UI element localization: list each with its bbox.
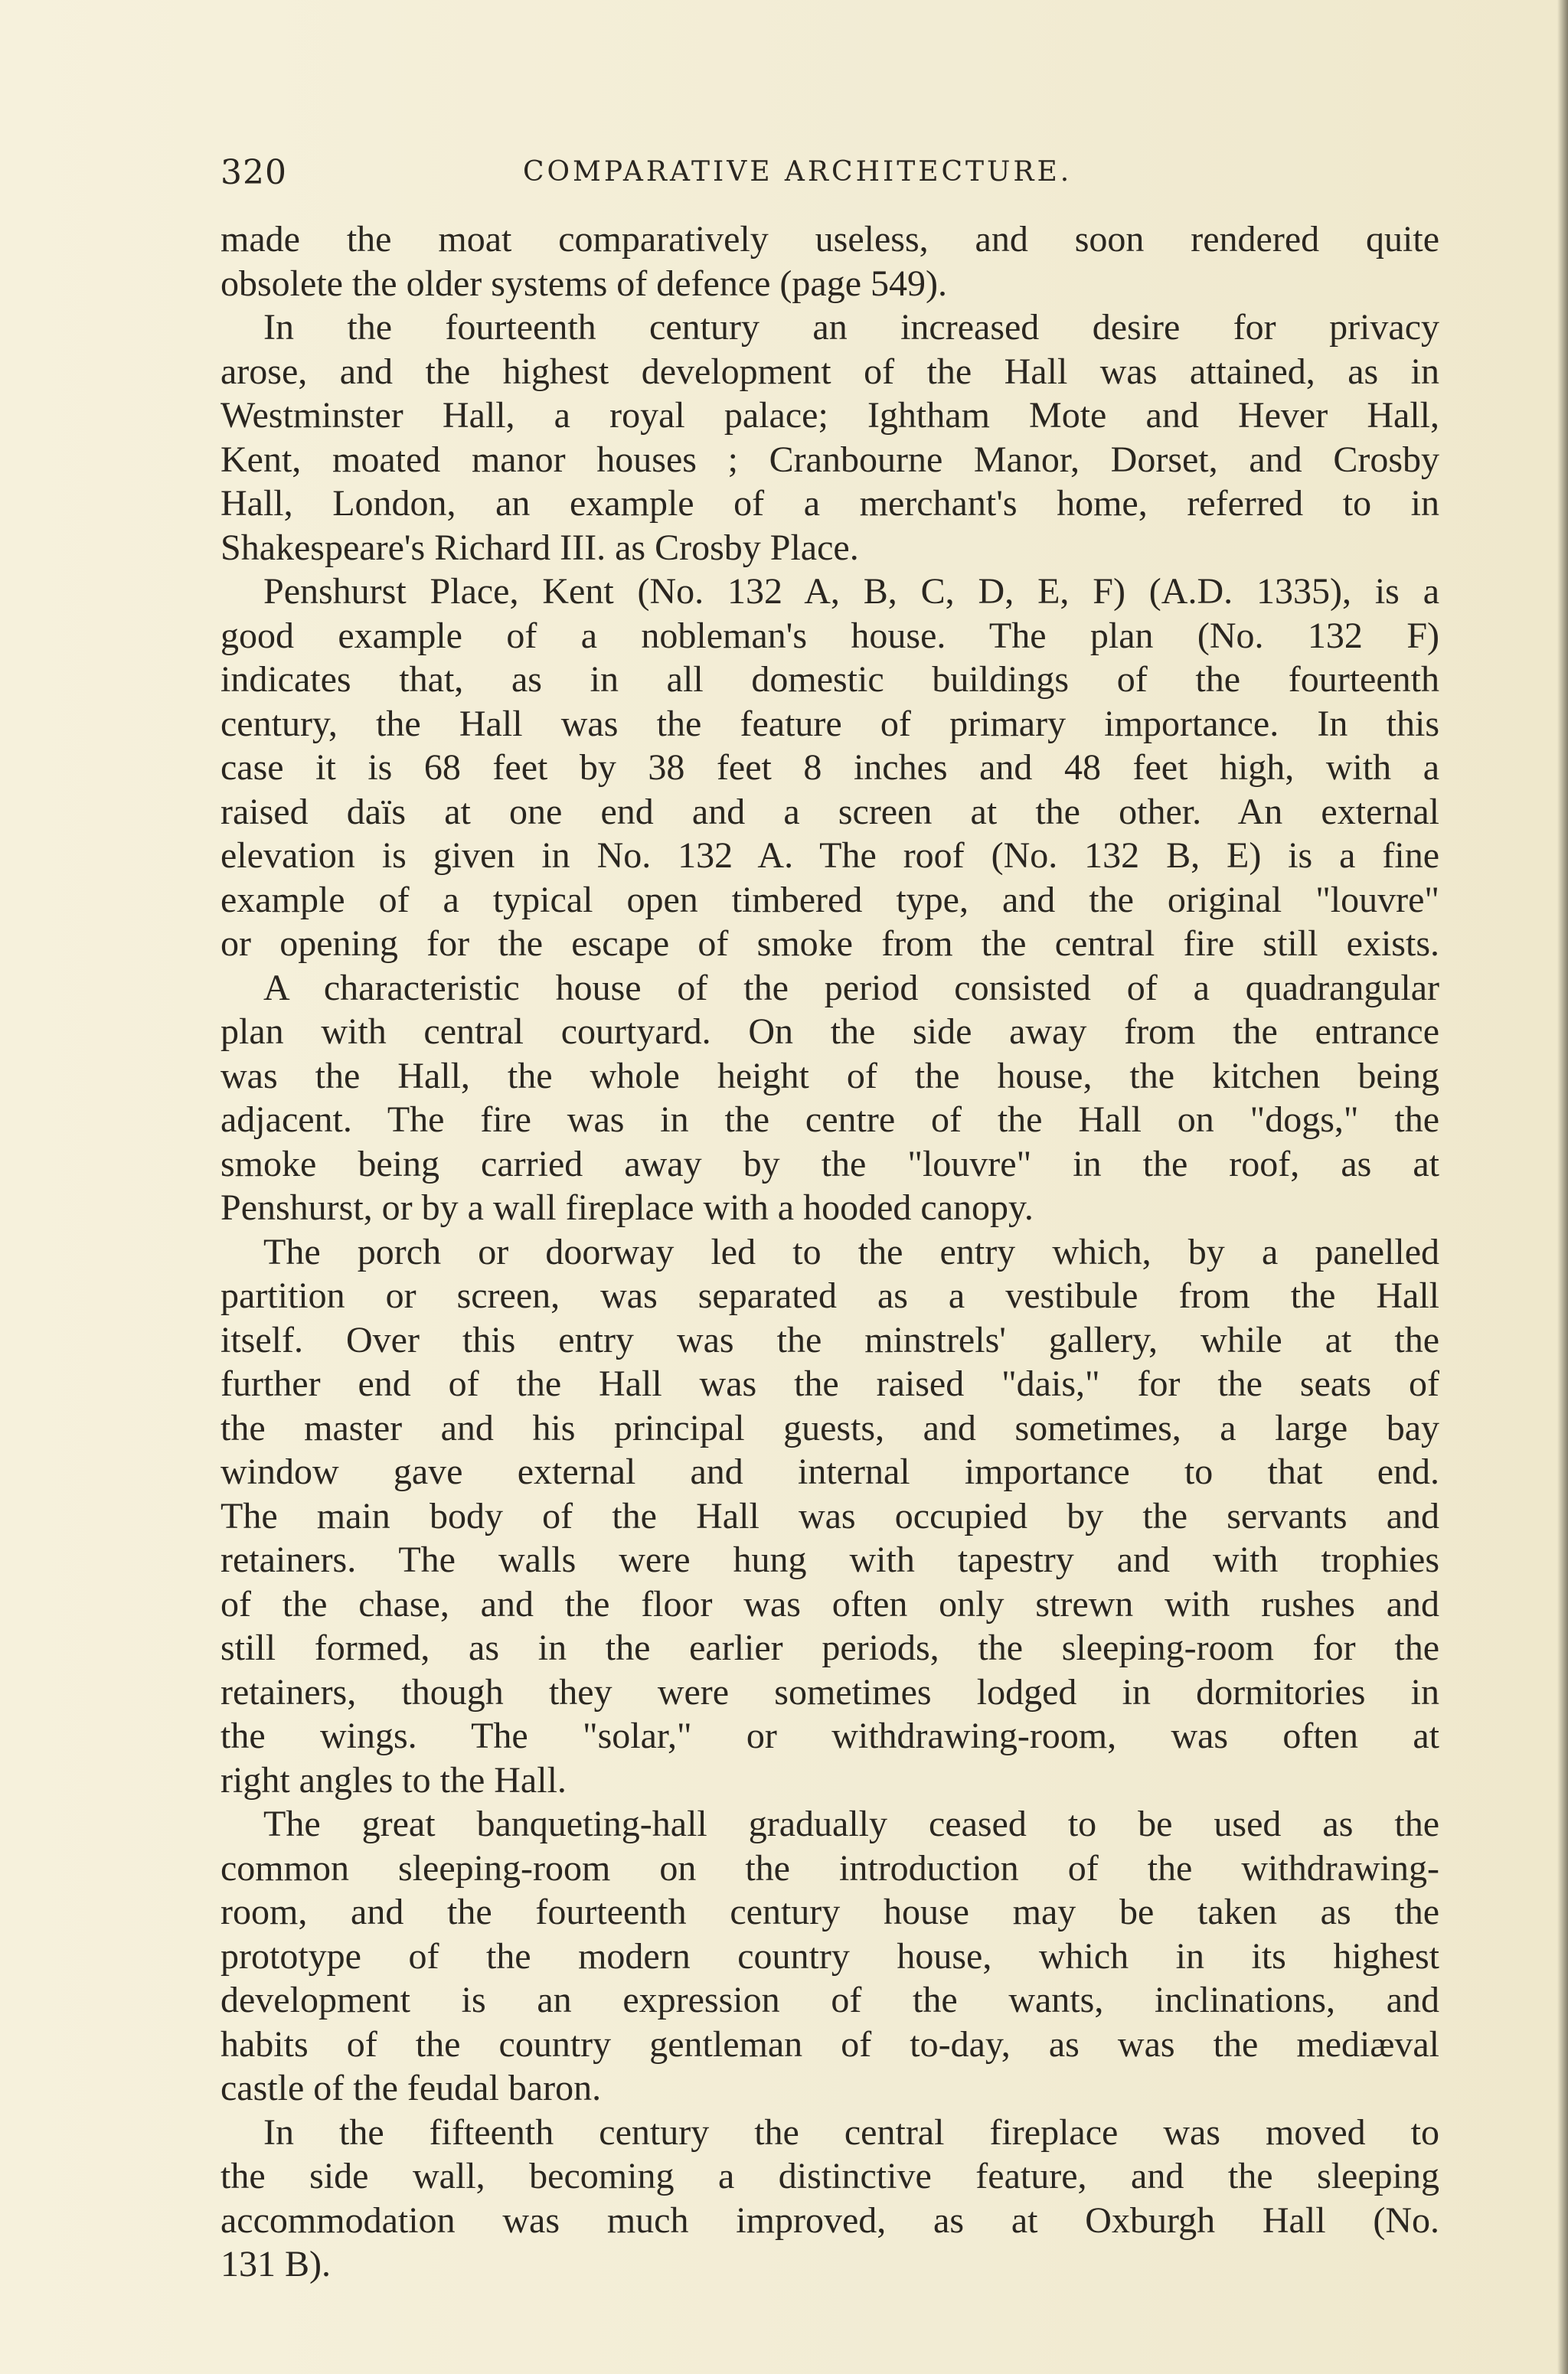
text-line: further end of the Hall was the raised "dais," for the seats of (220, 1363, 1439, 1404)
text-line: right angles to the Hall. (220, 1759, 567, 1801)
text-line: or opening for the escape of smoke from the central fire still exists. (220, 923, 1439, 964)
text-line: of the chase, and the floor was often only strewn with rushes and (220, 1583, 1439, 1625)
page-number: 320 (220, 153, 287, 192)
text-line: In the fourteenth century an increased desire for privacy (263, 307, 1439, 348)
text-line: 131 B). (220, 2244, 331, 2284)
text-line: habits of the country gentleman of to-day, as was the mediæval (220, 2023, 1439, 2065)
text-line: Hall, London, an example of a merchant's home, referred to in (220, 483, 1439, 524)
text-line: prototype of the modern country house, which in its highest (220, 1935, 1439, 1977)
text-line: arose, and the highest development of the Hall was attained, as in (220, 351, 1439, 392)
text-line: castle of the feudal baron. (220, 2068, 602, 2108)
text-line: itself. Over this entry was the minstrels' gallery, while at the (220, 1319, 1439, 1360)
text-line: the side wall, becoming a distinctive feature, and the sleeping (220, 2156, 1439, 2196)
text-line: The great banqueting-hall gradually ceased to be used as the (263, 1804, 1439, 1844)
text-line: raised daïs at one end and a screen at the other. An external (220, 791, 1439, 832)
text-line: Kent, moated manor houses ; Cranbourne Manor, Dorset, and Crosby (220, 439, 1439, 480)
text-line: In the fifteenth century the central fireplace was moved to (263, 2111, 1439, 2153)
text-line: window gave external and internal importance to that end. (220, 1452, 1439, 1492)
text-line: was the Hall, the whole height of the house, the kitchen being (220, 1055, 1439, 1096)
text-line: century, the Hall was the feature of primary importance. In this (220, 703, 1439, 744)
body-text (220, 217, 1439, 2287)
text-line: The main body of the Hall was occupied by the servants and (220, 1495, 1439, 1536)
page-header (220, 153, 1446, 199)
text-line: still formed, as in the earlier periods, the sleeping-room for the (220, 1628, 1439, 1668)
text-line: smoke being carried away by the "louvre" in the roof, as at (220, 1143, 1439, 1184)
running-head: COMPARATIVE ARCHITECTURE. (523, 156, 1073, 188)
text-line: obsolete the older systems of defence (page 549). (220, 263, 948, 304)
text-line: good example of a nobleman's house. The plan (No. 132 F) (220, 615, 1439, 656)
text-line: the wings. The "solar," or withdrawing-room, was often at (220, 1716, 1439, 1756)
text-line: partition or screen, was separated as a vestibule from the Hall (220, 1275, 1439, 1316)
text-line: made the moat comparatively useless, and soon rendered quite (220, 219, 1439, 260)
text-line: Penshurst Place, Kent (No. 132 A, B, C, D, E, F) (A.D. 1335), is a (263, 571, 1439, 612)
text-line: common sleeping-room on the introduction of the withdrawing- (220, 1847, 1439, 1889)
text-line: development is an expression of the wants, inclinations, and (220, 1980, 1439, 2020)
text-line: The porch or doorway led to the entry which, by a panelled (263, 1231, 1439, 1272)
text-line: adjacent. The fire was in the centre of the Hall on "dogs," the (220, 1099, 1439, 1140)
text-line: elevation is given in No. 132 A. The roof (No. 132 B, E) is a fine (220, 835, 1439, 876)
text-line: plan with central courtyard. On the side away from the entrance (220, 1011, 1439, 1052)
text-line: Westminster Hall, a royal palace; Ightham Mote and Hever Hall, (220, 395, 1439, 436)
text-line: indicates that, as in all domestic buildings of the fourteenth (220, 659, 1439, 700)
text-line: A characteristic house of the period consisted of a quadrangular (263, 967, 1439, 1008)
text-line: retainers. The walls were hung with tapestry and with trophies (220, 1540, 1439, 1580)
text-line: the master and his principal guests, and sometimes, a large bay (220, 1407, 1439, 1448)
text-line: room, and the fourteenth century house may be taken as the (220, 1892, 1439, 1932)
text-line: case it is 68 feet by 38 feet 8 inches and 48 feet high, with a (220, 747, 1439, 788)
text-line: Penshurst, or by a wall fireplace with a hooded canopy. (220, 1187, 1034, 1228)
text-line: example of a typical open timbered type, and the original "louvre" (220, 879, 1439, 920)
page-edge-shadow (1557, 0, 1568, 2374)
text-line: accommodation was much improved, as at Oxburgh Hall (No. (220, 2199, 1439, 2241)
text-line: Shakespeare's Richard III. as Crosby Place. (220, 527, 859, 568)
text-line: retainers, though they were sometimes lodged in dormitories in (220, 1671, 1439, 1713)
